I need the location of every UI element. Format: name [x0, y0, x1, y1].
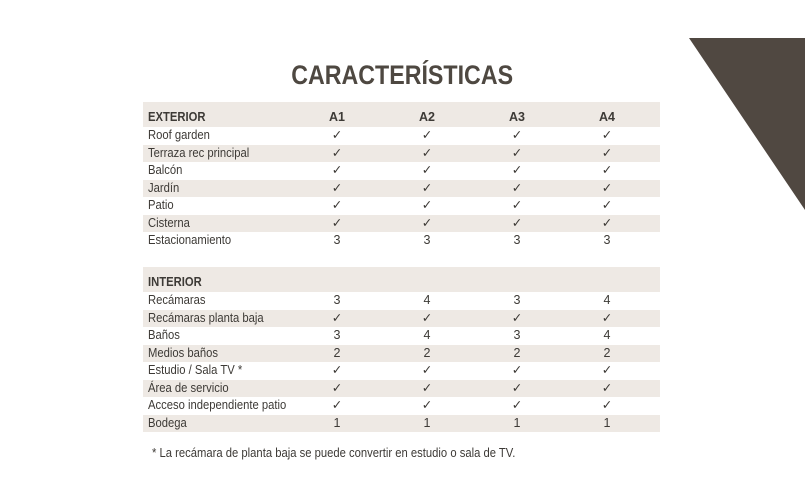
cell-value: 1	[423, 415, 431, 430]
row-label: Bodega	[148, 415, 187, 430]
row-label: Acceso independiente patio	[148, 398, 287, 412]
row-label: Roof garden	[148, 128, 210, 142]
cell-value: ✓	[421, 145, 433, 160]
section-spacer	[143, 250, 660, 268]
exterior-header: EXTERIOR	[148, 110, 206, 124]
cell-value: ✓	[421, 215, 433, 230]
column-header-a4: A4	[599, 110, 615, 124]
table-row	[143, 162, 660, 180]
cell-value: ✓	[511, 398, 523, 412]
row-label: Cisterna	[148, 215, 190, 230]
row-label: Recámaras planta baja	[148, 310, 264, 325]
row-label: Balcón	[148, 163, 183, 177]
cell-value: ✓	[421, 180, 433, 195]
cell-value: 3	[423, 233, 431, 247]
exterior-header-row	[143, 102, 660, 127]
cell-value: 1	[333, 415, 341, 430]
row-label: Área de servicio	[148, 380, 229, 395]
cell-value: 1	[513, 415, 521, 430]
cell-value: ✓	[601, 398, 613, 412]
column-header-a3: A3	[509, 110, 525, 124]
cell-value: 2	[603, 345, 611, 360]
cell-value: ✓	[601, 198, 613, 212]
cell-value: ✓	[601, 215, 613, 230]
cell-value: ✓	[601, 380, 613, 395]
cell-value: ✓	[421, 163, 433, 177]
table-row	[143, 215, 660, 233]
column-header-a1: A1	[329, 110, 345, 124]
cell-value: 4	[603, 293, 611, 307]
cell-value: ✓	[421, 363, 433, 377]
cell-value: ✓	[601, 128, 613, 142]
cell-value: 4	[423, 328, 431, 342]
cell-value: ✓	[331, 310, 343, 325]
row-label: Patio	[148, 198, 174, 212]
table-row	[143, 397, 660, 415]
table-row	[143, 362, 660, 380]
cell-value: 3	[513, 233, 521, 247]
cell-value: ✓	[421, 380, 433, 395]
table-row	[143, 327, 660, 345]
cell-value: 3	[513, 293, 521, 307]
table-row	[143, 127, 660, 145]
features-table	[143, 102, 660, 432]
table-row	[143, 180, 660, 198]
cell-value: ✓	[331, 215, 343, 230]
cell-value: 3	[333, 328, 341, 342]
cell-value: ✓	[601, 363, 613, 377]
cell-value: ✓	[421, 128, 433, 142]
cell-value: ✓	[331, 380, 343, 395]
cell-value: ✓	[601, 310, 613, 325]
cell-value: ✓	[331, 198, 343, 212]
cell-value: ✓	[331, 145, 343, 160]
cell-value: ✓	[601, 163, 613, 177]
cell-value: ✓	[331, 363, 343, 377]
cell-value: ✓	[511, 363, 523, 377]
column-header-a2: A2	[419, 110, 435, 124]
cell-value: ✓	[511, 145, 523, 160]
cell-value: ✓	[331, 398, 343, 412]
cell-value: 2	[423, 345, 431, 360]
row-label: Estacionamiento	[148, 233, 232, 247]
cell-value: ✓	[511, 163, 523, 177]
cell-value: 4	[603, 328, 611, 342]
cell-value: 2	[333, 345, 341, 360]
cell-value: ✓	[511, 215, 523, 230]
cell-value: 3	[333, 233, 341, 247]
row-label: Baños	[148, 328, 180, 342]
table-row	[143, 415, 660, 433]
cell-value: ✓	[331, 163, 343, 177]
table-row	[143, 232, 660, 250]
table-row	[143, 310, 660, 328]
table-row	[143, 380, 660, 398]
row-label: Terraza rec principal	[148, 145, 250, 160]
cell-value: ✓	[511, 380, 523, 395]
cell-value: 2	[513, 345, 521, 360]
cell-value: 4	[423, 293, 431, 307]
table-row	[143, 292, 660, 310]
table-row	[143, 145, 660, 163]
row-label: Estudio / Sala TV *	[148, 363, 243, 377]
interior-header: INTERIOR	[148, 275, 202, 289]
cell-value: 3	[333, 293, 341, 307]
table-row	[143, 345, 660, 363]
footnote: * La recámara de planta baja se puede convertir en estudio o sala de TV.	[152, 446, 516, 460]
table-row	[143, 197, 660, 215]
row-label: Recámaras	[148, 293, 206, 307]
cell-value: ✓	[511, 128, 523, 142]
cell-value: ✓	[421, 198, 433, 212]
cell-value: ✓	[421, 398, 433, 412]
row-label: Jardín	[148, 180, 180, 195]
cell-value: ✓	[331, 180, 343, 195]
cell-value: ✓	[511, 310, 523, 325]
page-title: CARACTERÍSTICAS	[291, 60, 514, 90]
cell-value: ✓	[511, 198, 523, 212]
cell-value: ✓	[601, 180, 613, 195]
cell-value: 3	[603, 233, 611, 247]
cell-value: ✓	[601, 145, 613, 160]
cell-value: ✓	[421, 310, 433, 325]
cell-value: 1	[603, 415, 611, 430]
cell-value: 3	[513, 328, 521, 342]
row-label: Medios baños	[148, 345, 219, 360]
cell-value: ✓	[511, 180, 523, 195]
cell-value: ✓	[331, 128, 343, 142]
interior-header-row	[143, 267, 660, 292]
